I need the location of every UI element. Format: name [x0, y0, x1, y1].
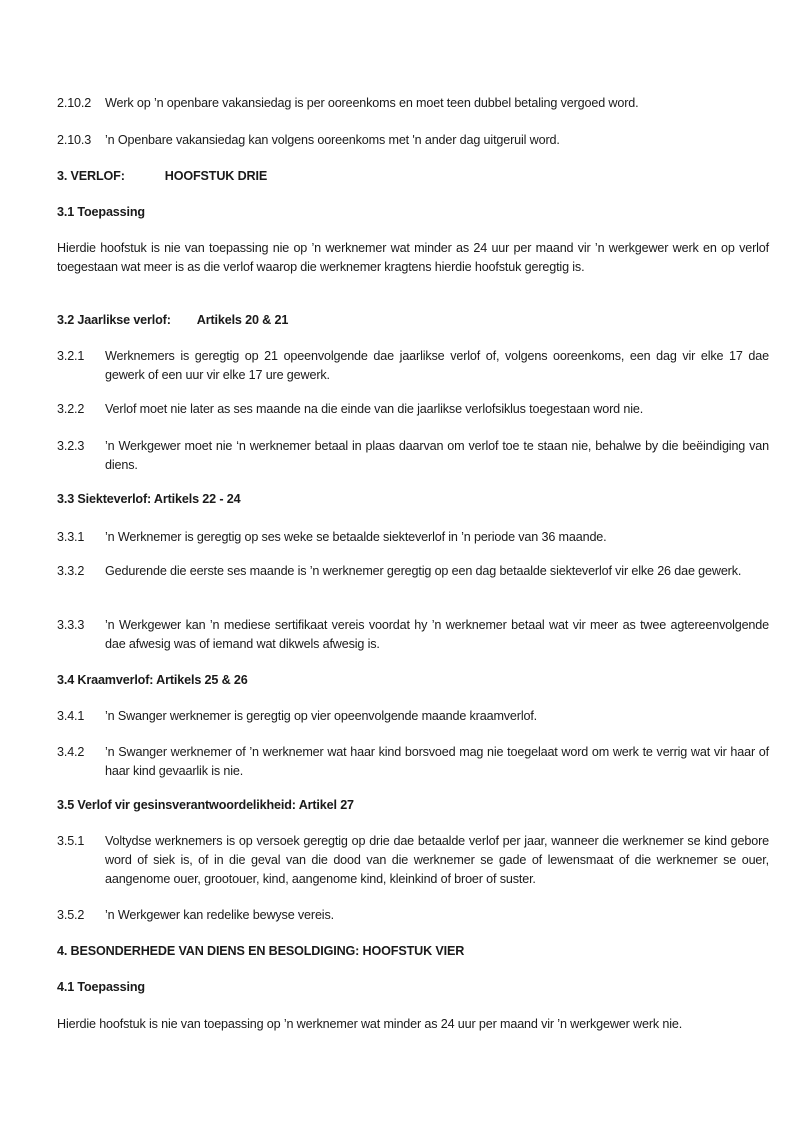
clause-text: Werk op ’n openbare vakansiedag is per ooreenkoms en moet teen dubbel betaling vergoed word. [105, 96, 639, 110]
clause-number: 3.5.2 [57, 908, 85, 922]
clause-number: 3.4.2 [57, 745, 85, 759]
chapter-subtitle: HOOFSTUK DRIE [164, 169, 268, 183]
clause-text: ’n Swanger werknemer of ’n werknemer wat haar kind borsvoed mag nie toegelaat word om werk te verrig wat vir haar of haar kind gevaarlik is nie. [105, 745, 769, 778]
clause-number: 3.2.3 [57, 439, 85, 453]
section-paragraph: Hierdie hoofstuk is nie van toepassing op ’n werknemer wat minder as 24 uur per maand vir ’n werkgewer werk nie. [57, 1017, 683, 1031]
clause-number: 3.2.1 [57, 349, 85, 363]
clause-text: ’n Werkgewer kan redelike bewyse vereis. [105, 908, 334, 922]
clause [57, 400, 769, 419]
chapter-4-heading: 4. BESONDERHEDE VAN DIENS EN BESOLDIGING: HOOFSTUK VIER [57, 944, 465, 958]
clause-text: ’n Werknemer is geregtig op ses weke se betaalde siekteverlof in ’n periode van 36 maande. [105, 530, 607, 544]
clause-number: 3.3.3 [57, 618, 85, 632]
clause [57, 707, 769, 726]
clause [57, 562, 769, 581]
section-heading: 3.5 Verlof vir gesinsverantwoordelikheid: Artikel 27 [57, 798, 354, 812]
clause-text: Voltydse werknemers is op versoek geregtig op drie dae betaalde verlof per jaar, wanneer die werknemer se kind gebore word of siek is, of in die geval van die dood van die werknemer se gade of lewensmaat of die werknemer se ouer, aangenome ouer, grootouer, kind, aangenome kind, kleinkind of broer of suster. [105, 834, 769, 886]
clause-text: ’n Swanger werknemer is geregtig op vier opeenvolgende maande kraamverlof. [105, 709, 538, 723]
clause-text: Gedurende die eerste ses maande is ’n werknemer geregtig op een dag betaalde siekteverlof vir elke 26 dae gewerk. [105, 564, 742, 578]
clause-number: 3.3.1 [57, 530, 85, 544]
clause [57, 616, 769, 654]
section-paragraph: Hierdie hoofstuk is nie van toepassing nie op ’n werknemer wat minder as 24 uur per maand vir ’n werkgewer werk en op verlof toegestaan wat meer is as die verlof waarop die werknemer kragtens hierdie hoofstuk geregtig is. [57, 241, 769, 274]
clause [57, 743, 769, 781]
section-heading: 4.1 Toepassing [57, 980, 145, 994]
chapter-title: 3. VERLOF: [57, 169, 125, 183]
clause-text: ’n Werkgewer kan ’n mediese sertifikaat vereis voordat hy ’n werknemer betaal wat vir meer as twee agtereenvolgende dae afwesig was of iemand wat dikwels afwesig is. [105, 618, 769, 651]
clause-2-10-3 [57, 131, 769, 150]
section-title: 3.2 Jaarlikse verlof: [57, 313, 171, 327]
clause-number: 3.2.2 [57, 402, 85, 416]
clause [57, 528, 769, 547]
section-articles: Artikels 20 & 21 [196, 313, 289, 327]
clause-text: ’n Openbare vakansiedag kan volgens ooreenkoms met 'n ander dag uitgeruil word. [105, 133, 560, 147]
clause [57, 906, 769, 925]
section-heading: 3.1 Toepassing [57, 205, 145, 219]
chapter-3-heading [57, 167, 769, 186]
clause [57, 347, 769, 385]
clause-number: 2.10.2 [57, 96, 92, 110]
clause-number: 3.3.2 [57, 564, 85, 578]
clause-2-10-2 [57, 94, 769, 113]
clause-text: Werknemers is geregtig op 21 opeenvolgende dae jaarlikse verlof of, volgens ooreenkoms, een dag vir elke 17 dae gewerk of een uur vir elke 17 ure gewerk. [105, 349, 769, 382]
section-heading [57, 311, 769, 330]
clause-number: 2.10.3 [57, 133, 92, 147]
clause [57, 437, 769, 475]
clause-text: ’n Werkgewer moet nie ‘n werknemer betaal in plaas daarvan om verlof toe te staan nie, behalwe by die beëindiging van diens. [105, 439, 769, 472]
clause-number: 3.5.1 [57, 834, 85, 848]
clause [57, 832, 769, 889]
section-heading: 3.4 Kraamverlof: Artikels 25 & 26 [57, 673, 248, 687]
section-heading: 3.3 Siekteverlof: Artikels 22 - 24 [57, 492, 241, 506]
clause-text: Verlof moet nie later as ses maande na die einde van die jaarlikse verlofsiklus toegestaan word nie. [105, 402, 644, 416]
clause-number: 3.4.1 [57, 709, 85, 723]
